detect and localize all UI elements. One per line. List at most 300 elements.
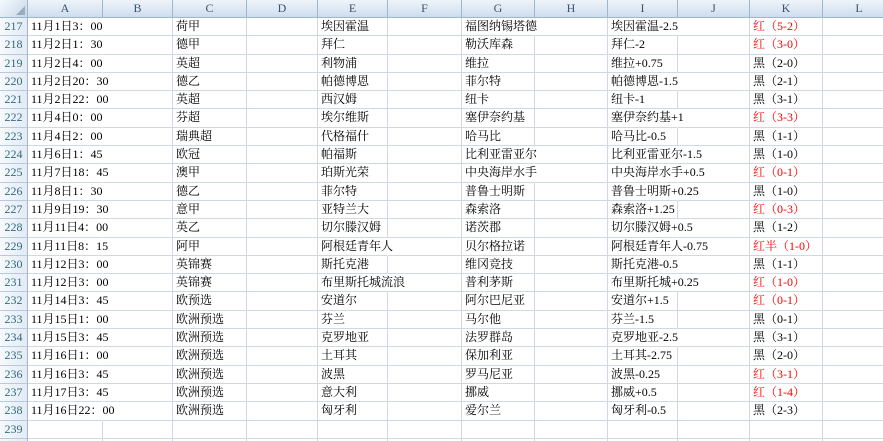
- cell-home[interactable]: 帕德博恩: [318, 73, 388, 91]
- cell-empty[interactable]: [103, 36, 173, 54]
- cell-empty[interactable]: [535, 18, 608, 36]
- row-header[interactable]: 220: [0, 73, 28, 91]
- cell-empty[interactable]: [388, 311, 462, 329]
- cell-away[interactable]: 普利茅斯: [462, 274, 535, 292]
- cell-away[interactable]: 普鲁士明斯: [462, 183, 535, 201]
- cell-league[interactable]: 欧洲预选: [173, 384, 247, 402]
- cell-home[interactable]: 亚特兰大: [318, 201, 388, 219]
- cell-league[interactable]: 欧洲预选: [173, 311, 247, 329]
- cell-empty[interactable]: [388, 238, 462, 256]
- cell-home[interactable]: 布里斯托城流浪: [318, 274, 388, 292]
- cell-empty[interactable]: [823, 219, 883, 237]
- cell-away[interactable]: 马尔他: [462, 311, 535, 329]
- row-header[interactable]: 231: [0, 274, 28, 292]
- cell-result[interactable]: 红（3-0）: [750, 36, 823, 54]
- cell-empty[interactable]: [678, 238, 750, 256]
- cell-empty[interactable]: [388, 366, 462, 384]
- cell-result[interactable]: 红（3-3）: [750, 109, 823, 127]
- cell-datetime[interactable]: 11月16日22：00: [28, 402, 103, 420]
- cell-empty[interactable]: [247, 384, 318, 402]
- cell-empty[interactable]: [678, 219, 750, 237]
- cell-empty[interactable]: [678, 201, 750, 219]
- cell-league[interactable]: 德乙: [173, 183, 247, 201]
- cell-datetime[interactable]: 11月4日0：00: [28, 109, 103, 127]
- cell-empty[interactable]: [678, 421, 750, 439]
- cell-away[interactable]: 诺茨郡: [462, 219, 535, 237]
- cell-handicap[interactable]: 纽卡-1: [608, 91, 678, 109]
- cell-empty[interactable]: [823, 256, 883, 274]
- column-header-B[interactable]: B: [103, 0, 173, 18]
- cell-result[interactable]: 黑（2-1）: [750, 73, 823, 91]
- cell-datetime[interactable]: 11月16日3：45: [28, 366, 103, 384]
- cell-home[interactable]: 芬兰: [318, 311, 388, 329]
- cell-datetime[interactable]: 11月16日1：00: [28, 347, 103, 365]
- cell-empty[interactable]: [823, 274, 883, 292]
- cell-away[interactable]: 森索洛: [462, 201, 535, 219]
- row-header[interactable]: 225: [0, 164, 28, 182]
- cell-empty[interactable]: [823, 91, 883, 109]
- cell-empty[interactable]: [823, 329, 883, 347]
- cell-empty[interactable]: [535, 128, 608, 146]
- cell-home[interactable]: 帕福斯: [318, 146, 388, 164]
- cell-datetime[interactable]: 11月4日2：00: [28, 128, 103, 146]
- row-header[interactable]: 229: [0, 238, 28, 256]
- column-header-E[interactable]: E: [318, 0, 388, 18]
- cell-empty[interactable]: [103, 219, 173, 237]
- row-header[interactable]: 235: [0, 347, 28, 365]
- cell-result[interactable]: [750, 421, 823, 439]
- cell-away[interactable]: 维冈竞技: [462, 256, 535, 274]
- cell-result[interactable]: 黑（1-0）: [750, 183, 823, 201]
- cell-empty[interactable]: [247, 109, 318, 127]
- cell-empty[interactable]: [247, 366, 318, 384]
- column-header-A[interactable]: A: [28, 0, 103, 18]
- cell-league[interactable]: 阿甲: [173, 238, 247, 256]
- cell-datetime[interactable]: 11月11日8：15: [28, 238, 103, 256]
- cell-empty[interactable]: [535, 146, 608, 164]
- cell-empty[interactable]: [388, 219, 462, 237]
- cell-league[interactable]: 英乙: [173, 219, 247, 237]
- cell-home[interactable]: 珀斯光荣: [318, 164, 388, 182]
- cell-datetime[interactable]: 11月15日1：00: [28, 311, 103, 329]
- cell-away[interactable]: 罗马尼亚: [462, 366, 535, 384]
- cell-empty[interactable]: [823, 164, 883, 182]
- cell-empty[interactable]: [103, 55, 173, 73]
- cell-league[interactable]: 英超: [173, 91, 247, 109]
- cell-away[interactable]: 福图纳锡塔德: [462, 18, 535, 36]
- cell-handicap[interactable]: 切尔滕汉姆+0.5: [608, 219, 678, 237]
- cell-empty[interactable]: [247, 183, 318, 201]
- cell-handicap[interactable]: 比利亚雷亚尔-1.5: [608, 146, 678, 164]
- cell-empty[interactable]: [678, 128, 750, 146]
- cell-empty[interactable]: [823, 18, 883, 36]
- cell-league[interactable]: 德乙: [173, 73, 247, 91]
- cell-empty[interactable]: [103, 402, 173, 420]
- row-header[interactable]: 238: [0, 402, 28, 420]
- cell-home[interactable]: 代格福什: [318, 128, 388, 146]
- cell-empty[interactable]: [678, 36, 750, 54]
- cell-league[interactable]: 瑞典超: [173, 128, 247, 146]
- cell-league[interactable]: 欧洲预选: [173, 329, 247, 347]
- cell-result[interactable]: 黑（2-0）: [750, 55, 823, 73]
- cell-league[interactable]: 欧预选: [173, 292, 247, 310]
- cell-empty[interactable]: [103, 164, 173, 182]
- cell-empty[interactable]: [388, 256, 462, 274]
- cell-home[interactable]: 埃尔维斯: [318, 109, 388, 127]
- column-header-H[interactable]: H: [535, 0, 608, 18]
- column-header-G[interactable]: G: [462, 0, 535, 18]
- cell-empty[interactable]: [247, 146, 318, 164]
- row-header[interactable]: 221: [0, 91, 28, 109]
- cell-datetime[interactable]: 11月17日3：45: [28, 384, 103, 402]
- cell-empty[interactable]: [388, 128, 462, 146]
- cell-empty[interactable]: [103, 347, 173, 365]
- column-header-D[interactable]: D: [247, 0, 318, 18]
- cell-empty[interactable]: [103, 73, 173, 91]
- cell-empty[interactable]: [388, 91, 462, 109]
- cell-empty[interactable]: [535, 347, 608, 365]
- cell-empty[interactable]: [535, 402, 608, 420]
- cell-empty[interactable]: [103, 311, 173, 329]
- cell-empty[interactable]: [535, 219, 608, 237]
- cell-away[interactable]: 中央海岸水手: [462, 164, 535, 182]
- cell-handicap[interactable]: 克罗地亚-2.5: [608, 329, 678, 347]
- cell-league[interactable]: 德甲: [173, 36, 247, 54]
- cell-empty[interactable]: [823, 311, 883, 329]
- cell-result[interactable]: 黑（3-1）: [750, 329, 823, 347]
- cell-empty[interactable]: [247, 347, 318, 365]
- cell-empty[interactable]: [678, 256, 750, 274]
- cell-datetime[interactable]: 11月2日4：00: [28, 55, 103, 73]
- cell-result[interactable]: 黑（2-3）: [750, 402, 823, 420]
- cell-empty[interactable]: [535, 329, 608, 347]
- cell-empty[interactable]: [103, 366, 173, 384]
- cell-empty[interactable]: [388, 109, 462, 127]
- cell-home[interactable]: 切尔滕汉姆: [318, 219, 388, 237]
- cell-datetime[interactable]: 11月14日3：45: [28, 292, 103, 310]
- cell-datetime[interactable]: 11月2日22：00: [28, 91, 103, 109]
- cell-datetime[interactable]: 11月12日3：00: [28, 274, 103, 292]
- cell-empty[interactable]: [247, 256, 318, 274]
- cell-empty[interactable]: [103, 18, 173, 36]
- cell-empty[interactable]: [823, 402, 883, 420]
- cell-result[interactable]: 黑（1-0）: [750, 146, 823, 164]
- cell-empty[interactable]: [388, 18, 462, 36]
- cell-empty[interactable]: [388, 329, 462, 347]
- cell-empty[interactable]: [103, 384, 173, 402]
- cell-datetime[interactable]: 11月6日1：45: [28, 146, 103, 164]
- column-header-F[interactable]: F: [388, 0, 462, 18]
- cell-empty[interactable]: [103, 256, 173, 274]
- cell-empty[interactable]: [535, 201, 608, 219]
- column-header-C[interactable]: C: [173, 0, 247, 18]
- cell-empty[interactable]: [678, 164, 750, 182]
- cell-empty[interactable]: [247, 18, 318, 36]
- cell-away[interactable]: 菲尔特: [462, 73, 535, 91]
- cell-empty[interactable]: [388, 183, 462, 201]
- cell-empty[interactable]: [103, 292, 173, 310]
- row-header[interactable]: 226: [0, 183, 28, 201]
- cell-datetime[interactable]: 11月9日19：30: [28, 201, 103, 219]
- cell-empty[interactable]: [103, 421, 173, 439]
- cell-league[interactable]: 欧冠: [173, 146, 247, 164]
- cell-datetime[interactable]: [28, 421, 103, 439]
- cell-handicap[interactable]: 塞伊奈约基+1: [608, 109, 678, 127]
- row-header[interactable]: 224: [0, 146, 28, 164]
- cell-away[interactable]: [462, 421, 535, 439]
- row-header[interactable]: 232: [0, 292, 28, 310]
- cell-empty[interactable]: [678, 146, 750, 164]
- row-header[interactable]: 222: [0, 109, 28, 127]
- cell-datetime[interactable]: 11月12日3：00: [28, 256, 103, 274]
- cell-league[interactable]: 英锦赛: [173, 274, 247, 292]
- cell-empty[interactable]: [678, 329, 750, 347]
- cell-league[interactable]: 英超: [173, 55, 247, 73]
- cell-result[interactable]: 黑（0-1）: [750, 311, 823, 329]
- cell-empty[interactable]: [388, 292, 462, 310]
- cell-empty[interactable]: [247, 238, 318, 256]
- cell-result[interactable]: 红（3-1）: [750, 366, 823, 384]
- cell-empty[interactable]: [388, 36, 462, 54]
- cell-home[interactable]: [318, 421, 388, 439]
- cell-handicap[interactable]: 埃因霍温-2.5: [608, 18, 678, 36]
- cell-empty[interactable]: [247, 91, 318, 109]
- cell-handicap[interactable]: [608, 421, 678, 439]
- cell-empty[interactable]: [103, 201, 173, 219]
- cell-away[interactable]: 勒沃库森: [462, 36, 535, 54]
- cell-datetime[interactable]: 11月15日3：45: [28, 329, 103, 347]
- cell-empty[interactable]: [678, 402, 750, 420]
- cell-empty[interactable]: [823, 109, 883, 127]
- cell-empty[interactable]: [388, 201, 462, 219]
- cell-home[interactable]: 利物浦: [318, 55, 388, 73]
- cell-empty[interactable]: [823, 366, 883, 384]
- cell-away[interactable]: 贝尔格拉诺: [462, 238, 535, 256]
- cell-empty[interactable]: [247, 402, 318, 420]
- row-header[interactable]: 234: [0, 329, 28, 347]
- cell-empty[interactable]: [535, 256, 608, 274]
- cell-handicap[interactable]: 土耳其-2.75: [608, 347, 678, 365]
- select-all-cell[interactable]: [0, 0, 28, 18]
- cell-empty[interactable]: [247, 219, 318, 237]
- cell-away[interactable]: 哈马比: [462, 128, 535, 146]
- cell-empty[interactable]: [823, 183, 883, 201]
- cell-empty[interactable]: [247, 164, 318, 182]
- cell-empty[interactable]: [247, 128, 318, 146]
- cell-home[interactable]: 意大利: [318, 384, 388, 402]
- cell-empty[interactable]: [823, 128, 883, 146]
- cell-handicap[interactable]: 哈马比-0.5: [608, 128, 678, 146]
- cell-result[interactable]: 黑（3-1）: [750, 91, 823, 109]
- cell-home[interactable]: 克罗地亚: [318, 329, 388, 347]
- cell-empty[interactable]: [678, 91, 750, 109]
- cell-empty[interactable]: [535, 311, 608, 329]
- row-header[interactable]: 236: [0, 366, 28, 384]
- cell-home[interactable]: 土耳其: [318, 347, 388, 365]
- cell-handicap[interactable]: 布里斯托城+0.25: [608, 274, 678, 292]
- cell-empty[interactable]: [103, 183, 173, 201]
- cell-datetime[interactable]: 11月11日4：00: [28, 219, 103, 237]
- cell-home[interactable]: 西汉姆: [318, 91, 388, 109]
- cell-empty[interactable]: [247, 201, 318, 219]
- cell-handicap[interactable]: 波黑-0.25: [608, 366, 678, 384]
- cell-away[interactable]: 法罗群岛: [462, 329, 535, 347]
- cell-home[interactable]: 波黑: [318, 366, 388, 384]
- cell-home[interactable]: 斯托克港: [318, 256, 388, 274]
- cell-result[interactable]: 红（1-0）: [750, 274, 823, 292]
- cell-empty[interactable]: [103, 146, 173, 164]
- cell-empty[interactable]: [678, 311, 750, 329]
- cell-home[interactable]: 拜仁: [318, 36, 388, 54]
- cell-away[interactable]: 维拉: [462, 55, 535, 73]
- cell-empty[interactable]: [823, 292, 883, 310]
- row-header[interactable]: 227: [0, 201, 28, 219]
- cell-empty[interactable]: [535, 384, 608, 402]
- cell-result[interactable]: 红（0-1）: [750, 292, 823, 310]
- cell-league[interactable]: 英锦赛: [173, 256, 247, 274]
- cell-league[interactable]: 欧洲预选: [173, 366, 247, 384]
- cell-result[interactable]: 红（0-3）: [750, 201, 823, 219]
- cell-empty[interactable]: [103, 128, 173, 146]
- column-header-L[interactable]: L: [823, 0, 883, 18]
- cell-empty[interactable]: [247, 421, 318, 439]
- cell-empty[interactable]: [103, 238, 173, 256]
- cell-empty[interactable]: [678, 18, 750, 36]
- cell-empty[interactable]: [678, 274, 750, 292]
- cell-handicap[interactable]: 芬兰-1.5: [608, 311, 678, 329]
- cell-away[interactable]: 比利亚雷亚尔: [462, 146, 535, 164]
- cell-empty[interactable]: [388, 384, 462, 402]
- cell-empty[interactable]: [247, 36, 318, 54]
- cell-empty[interactable]: [535, 164, 608, 182]
- cell-league[interactable]: [173, 421, 247, 439]
- cell-datetime[interactable]: 11月8日1：30: [28, 183, 103, 201]
- cell-away[interactable]: 爱尔兰: [462, 402, 535, 420]
- cell-empty[interactable]: [535, 55, 608, 73]
- cell-empty[interactable]: [823, 146, 883, 164]
- cell-empty[interactable]: [535, 274, 608, 292]
- cell-handicap[interactable]: 斯托克港-0.5: [608, 256, 678, 274]
- cell-empty[interactable]: [678, 73, 750, 91]
- cell-result[interactable]: 黑（1-1）: [750, 128, 823, 146]
- cell-handicap[interactable]: 普鲁士明斯+0.25: [608, 183, 678, 201]
- cell-datetime[interactable]: 11月7日18：45: [28, 164, 103, 182]
- cell-empty[interactable]: [535, 183, 608, 201]
- row-header[interactable]: 223: [0, 128, 28, 146]
- cell-handicap[interactable]: 阿根廷青年人-0.75: [608, 238, 678, 256]
- cell-empty[interactable]: [678, 347, 750, 365]
- cell-empty[interactable]: [678, 109, 750, 127]
- cell-empty[interactable]: [678, 366, 750, 384]
- cell-empty[interactable]: [823, 73, 883, 91]
- cell-handicap[interactable]: 维拉+0.75: [608, 55, 678, 73]
- cell-empty[interactable]: [388, 73, 462, 91]
- cell-datetime[interactable]: 11月1日3：00: [28, 18, 103, 36]
- cell-empty[interactable]: [388, 347, 462, 365]
- cell-home[interactable]: 阿根廷青年人: [318, 238, 388, 256]
- cell-league[interactable]: 欧洲预选: [173, 347, 247, 365]
- cell-away[interactable]: 塞伊奈约基: [462, 109, 535, 127]
- cell-empty[interactable]: [103, 91, 173, 109]
- cell-empty[interactable]: [388, 146, 462, 164]
- cell-home[interactable]: 菲尔特: [318, 183, 388, 201]
- cell-empty[interactable]: [247, 55, 318, 73]
- cell-home[interactable]: 安道尔: [318, 292, 388, 310]
- cell-handicap[interactable]: 森索洛+1.25: [608, 201, 678, 219]
- cell-empty[interactable]: [247, 311, 318, 329]
- cell-league[interactable]: 欧洲预选: [173, 402, 247, 420]
- cell-result[interactable]: 黑（2-0）: [750, 347, 823, 365]
- column-header-K[interactable]: K: [750, 0, 823, 18]
- cell-empty[interactable]: [823, 201, 883, 219]
- column-header-J[interactable]: J: [678, 0, 750, 18]
- cell-empty[interactable]: [247, 274, 318, 292]
- row-header[interactable]: 237: [0, 384, 28, 402]
- cell-empty[interactable]: [247, 292, 318, 310]
- cell-empty[interactable]: [823, 36, 883, 54]
- cell-result[interactable]: 红（1-4）: [750, 384, 823, 402]
- cell-empty[interactable]: [103, 274, 173, 292]
- cell-handicap[interactable]: 匈牙利-0.5: [608, 402, 678, 420]
- cell-empty[interactable]: [535, 366, 608, 384]
- cell-away[interactable]: 保加利亚: [462, 347, 535, 365]
- row-header[interactable]: 233: [0, 311, 28, 329]
- cell-result[interactable]: 黑（1-2）: [750, 219, 823, 237]
- cell-handicap[interactable]: 中央海岸水手+0.5: [608, 164, 678, 182]
- cell-empty[interactable]: [388, 421, 462, 439]
- cell-datetime[interactable]: 11月2日1：30: [28, 36, 103, 54]
- cell-handicap[interactable]: 帕德博恩-1.5: [608, 73, 678, 91]
- row-header[interactable]: 219: [0, 55, 28, 73]
- row-header[interactable]: 218: [0, 36, 28, 54]
- cell-empty[interactable]: [247, 73, 318, 91]
- cell-home[interactable]: 埃因霍温: [318, 18, 388, 36]
- cell-empty[interactable]: [103, 329, 173, 347]
- cell-league[interactable]: 荷甲: [173, 18, 247, 36]
- cell-handicap[interactable]: 挪威+0.5: [608, 384, 678, 402]
- cell-empty[interactable]: [388, 274, 462, 292]
- row-header[interactable]: 239: [0, 421, 28, 439]
- cell-away[interactable]: 挪威: [462, 384, 535, 402]
- cell-result[interactable]: 红半（1-0）: [750, 238, 823, 256]
- row-header[interactable]: 230: [0, 256, 28, 274]
- column-header-I[interactable]: I: [608, 0, 678, 18]
- cell-empty[interactable]: [388, 164, 462, 182]
- cell-result[interactable]: 红（5-2）: [750, 18, 823, 36]
- cell-empty[interactable]: [823, 421, 883, 439]
- cell-result[interactable]: 黑（1-1）: [750, 256, 823, 274]
- cell-empty[interactable]: [678, 183, 750, 201]
- cell-empty[interactable]: [388, 402, 462, 420]
- row-header[interactable]: 217: [0, 18, 28, 36]
- cell-empty[interactable]: [678, 55, 750, 73]
- cell-empty[interactable]: [823, 347, 883, 365]
- cell-empty[interactable]: [678, 292, 750, 310]
- cell-empty[interactable]: [388, 55, 462, 73]
- cell-empty[interactable]: [678, 384, 750, 402]
- cell-empty[interactable]: [823, 384, 883, 402]
- cell-empty[interactable]: [535, 292, 608, 310]
- cell-empty[interactable]: [535, 91, 608, 109]
- cell-home[interactable]: 匈牙利: [318, 402, 388, 420]
- cell-handicap[interactable]: 拜仁-2: [608, 36, 678, 54]
- cell-empty[interactable]: [535, 36, 608, 54]
- cell-empty[interactable]: [103, 109, 173, 127]
- cell-empty[interactable]: [247, 329, 318, 347]
- cell-empty[interactable]: [535, 109, 608, 127]
- row-header[interactable]: 228: [0, 219, 28, 237]
- cell-away[interactable]: 阿尔巴尼亚: [462, 292, 535, 310]
